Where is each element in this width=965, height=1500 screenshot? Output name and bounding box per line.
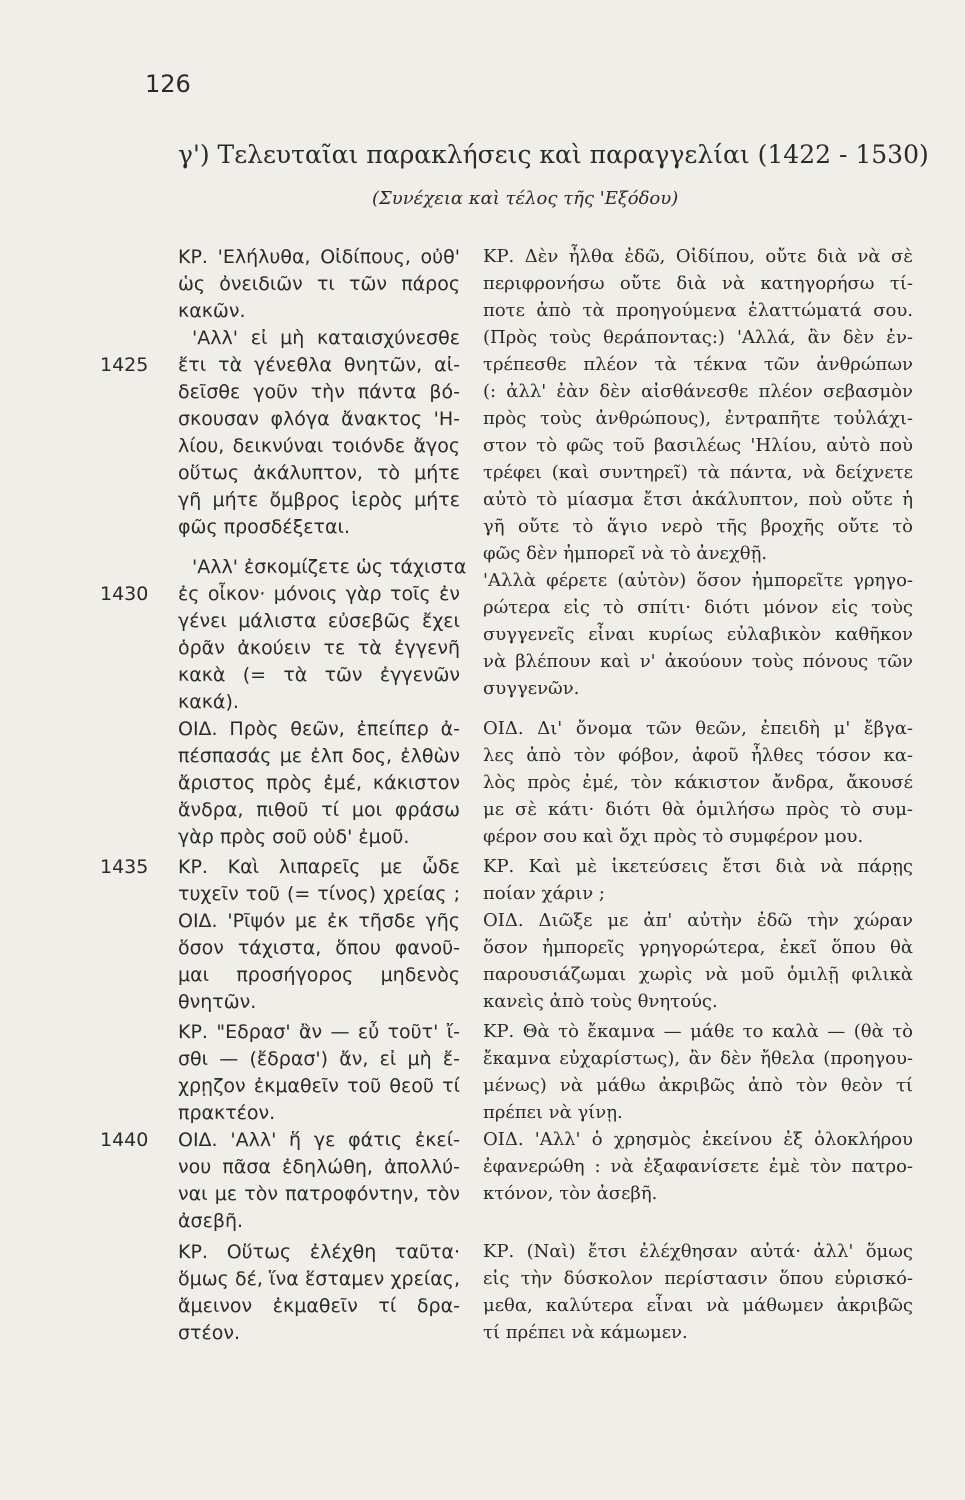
text-line: ρώτερα εἰς τὸ σπίτι· διότι μόνον εἰς τοὺς (483, 597, 913, 618)
line-number: 1430 (100, 583, 149, 605)
text-line: ναι με τὸν πατροφόντην, τὸν (178, 1183, 460, 1205)
text-line: πρέπει νὰ γίνῃ. (483, 1102, 623, 1123)
text-line: σθι — (ἔδρασ') ἄν, εἰ μὴ ἔ- (178, 1048, 460, 1070)
text-line: φέρον σου καὶ ὄχι πρὸς τὸ συμφέρον μου. (483, 826, 864, 847)
text-line: περιφρονήσω οὔτε διὰ νὰ κατηγορήσω τί- (483, 273, 913, 294)
text-line: ὅσον ἠμπορεῖς γρηγορώτερα, ἐκεῖ ὅπου θὰ (483, 937, 913, 958)
text-line: 'Αλλ' εἰ μὴ καταισχύνεσθε (192, 327, 460, 349)
text-line: ΚΡ. "Εδρασ' ἂν — εὖ τοῦτ' ἴ- (178, 1021, 460, 1043)
text-line: μεθα, καλύτερα εἶναι νὰ μάθωμεν ἀκριβῶς (483, 1295, 913, 1316)
text-line: ΟΙΔ. Δι' ὄνομα τῶν θεῶν, ἐπειδὴ μ' ἔβγα- (483, 718, 913, 739)
text-line: με σὲ κάτι· διότι θὰ ὁμιλήσω πρὸς τὸ συμ- (483, 799, 913, 820)
text-line: λες ἀπὸ τὸν φόβον, ἀφοῦ ἦλθες τόσον κα- (483, 745, 913, 766)
text-line: ΟΙΔ. 'Αλλ' ὁ χρησμὸς ἐκείνου ἐξ ὁλοκλήρου (483, 1129, 913, 1150)
text-line: τυχεῖν τοῦ (= τίνος) χρείας ; (178, 883, 460, 905)
text-line: ΚΡ. Δὲν ἦλθα ἐδῶ, Οἰδίπου, οὔτε διὰ νὰ σὲ (483, 246, 913, 267)
text-line: ΚΡ. Οὕτως ἐλέχθη ταῦτα· (178, 1241, 460, 1263)
text-line: ἀσεβῆ. (178, 1210, 244, 1232)
text-line: (Πρὸς τοὺς θεράποντας:) 'Αλλά, ἂν δὲν ἐν- (483, 327, 913, 348)
text-line: σκουσαν φλόγα ἄνακτος 'Η- (178, 408, 460, 430)
text-line: 'Αλλ' ἐσκομίζετε ὡς τάχιστα (192, 556, 467, 578)
text-line: ΚΡ. Καὶ μὲ ἱκετεύσεις ἔτσι διὰ νὰ πάρῃς (483, 856, 913, 877)
text-line: νὰ βλέπουν καὶ ν' ἀκούουν τοὺς πόνους τῶν (483, 651, 913, 672)
text-line: ἄριστος πρὸς ἐμέ, κάκιστον (178, 772, 460, 794)
text-line: λίου, δεικνύναι τοιόνδε ἄγος (178, 435, 460, 457)
text-line: ἔτι τὰ γένεθλα θνητῶν, αἰ- (178, 354, 460, 376)
line-number: 1435 (100, 856, 149, 878)
text-line: κτόνον, τὸν ἀσεβῆ. (483, 1183, 658, 1204)
text-line: ΚΡ. Καὶ λιπαρεῖς με ὧδε (178, 856, 460, 878)
text-line: δεῖσθε γοῦν τὴν πάντα βό- (178, 381, 460, 403)
text-line: τρέπεσθε πλέον τὰ τέκνα τῶν ἀνθρώπων (483, 354, 913, 375)
text-line: πέσπασάς με ἐλπ δος, ἐλθὼν (178, 745, 460, 767)
section-subheading: (Συνέχεια καὶ τέλος τῆς 'Εξόδου) (372, 188, 679, 209)
text-line: κακά). (178, 691, 239, 713)
text-line: ὅσον τάχιστα, ὅπου φανοῦ- (178, 937, 460, 959)
text-line: θνητῶν. (178, 991, 257, 1013)
text-line: συγγενῶν. (483, 678, 580, 699)
text-line: κανεὶς ἀπὸ τοὺς θνητούς. (483, 991, 718, 1012)
text-line: ποτε ἀπὸ τὰ προηγούμενα ἐλαττώματά σου. (483, 300, 913, 321)
text-line: ΟΙΔ. 'Ρῖψόν με ἐκ τῆσδε γῆς (178, 910, 460, 932)
text-line: κακὰ (= τὰ τῶν ἐγγενῶν (178, 664, 460, 686)
text-line: τρέφει (καὶ συντηρεῖ) τὰ πάντα, νὰ δείχνετε (483, 462, 913, 483)
text-line: ἐφανερώθη : νὰ ἐξαφανίσετε ἐμὲ τὸν πατρο- (483, 1156, 913, 1177)
text-line: οὕτως ἀκάλυπτον, τὸ μήτε (178, 462, 460, 484)
text-line: γῆ μήτε ὄμβρος ἱερὸς μήτε (178, 489, 460, 511)
text-line: ὅμως δέ, ἵνα ἕσταμεν χρείας, (178, 1268, 460, 1290)
text-line: ΚΡ. (Ναὶ) ἔτσι ἐλέχθησαν αὐτά· ἀλλ' ὅμως (483, 1241, 913, 1262)
text-line: στον τὸ φῶς τοῦ βασιλέως 'Ηλίου, αὐτὸ ποὺ (483, 435, 913, 456)
text-line: ΟΙΔ. 'Αλλ' ἥ γε φάτις ἐκεί- (178, 1129, 460, 1151)
text-line: μένως) νὰ μάθω ἀκριβῶς ἀπὸ τὸν θεὸν τί (483, 1075, 913, 1096)
text-line: στέον. (178, 1322, 241, 1344)
text-line: ἔκαμνα εὐχαρίστως), ἂν δὲν ἤθελα (προηγου- (483, 1048, 913, 1069)
text-line: μαι προσήγορος μηδενὸς (178, 964, 460, 986)
text-line: ΟΙΔ. Πρὸς θεῶν, ἐπείπερ ἀ- (178, 718, 460, 740)
text-line: φῶς προσδέξεται. (178, 516, 350, 538)
text-line: ὁρᾶν ἀκούειν τε τὰ ἐγγενῆ (178, 637, 460, 659)
text-line: γῆ οὔτε τὸ ἅγιο νερὸ τῆς βροχῆς οὔτε τὸ (483, 516, 913, 537)
text-line: γένει μάλιστα εὐσεβῶς ἔχει (178, 610, 460, 632)
text-line: ΟΙΔ. Διῶξε με ἀπ' αὐτὴν ἐδῶ τὴν χώραν (483, 910, 913, 931)
text-line: φῶς δὲν ἠμπορεῖ νὰ τὸ ἀνεχθῇ. (483, 543, 768, 564)
text-line: ΚΡ. 'Ελήλυθα, Οἰδίπους, οὐθ' (178, 246, 460, 268)
line-number: 1425 (100, 354, 149, 376)
text-line: ΚΡ. Θὰ τὸ ἔκαμνα — μάθε το καλὰ — (θὰ τὸ (483, 1021, 913, 1042)
text-line: λὸς πρὸς ἐμέ, τὸν κάκιστον ἄνδρα, ἄκουσέ (483, 772, 913, 793)
text-line: αὐτὸ τὸ μίασμα ἔτσι ἀκάλυπτον, ποὺ οὔτε ἡ (483, 489, 913, 510)
text-line: συγγενεῖς εἶναι κυρίως εὐλαβικὸν καθῆκον (483, 624, 913, 645)
text-line: ἄνδρα, πιθοῦ τί μοι φράσω (178, 799, 460, 821)
text-line: πρὸς τοὺς ἀνθρώπους), ἐντραπῆτε τοὐλάχι- (483, 408, 913, 429)
line-number: 1440 (100, 1129, 149, 1151)
text-line: ἐς οἶκον· μόνοις γὰρ τοῖς ἐν (178, 583, 460, 605)
text-line: γὰρ πρὸς σοῦ οὐδ' ἐμοῦ. (178, 826, 410, 848)
text-line: ὡς ὀνειδιῶν τι τῶν πάρος (178, 273, 460, 295)
text-line: νου πᾶσα ἐδηλώθη, ἀπολλύ- (178, 1156, 460, 1178)
text-line: ἄμεινον ἐκμαθεῖν τί δρα- (178, 1295, 460, 1317)
text-line: χρῃζον ἐκμαθεῖν τοῦ θεοῦ τί (178, 1075, 460, 1097)
text-line: (: ἀλλ' ἐὰν δὲν αἰσθάνεσθε πλέον σεβασμὸν (483, 381, 913, 402)
section-heading: γ') Τελευταῖαι παρακλήσεις καὶ παραγγελίαι (1422 - 1530) (178, 140, 929, 169)
text-line: ποίαν χάριν ; (483, 883, 605, 904)
page-number: 126 (145, 70, 191, 98)
text-line: παρουσιάζωμαι χωρὶς νὰ μοῦ ὁμιλῇ φιλικὰ (483, 964, 913, 985)
text-line: εἰς τὴν δύσκολον περίστασιν ὅπου εὑρισκό- (483, 1268, 913, 1289)
text-line: 'Αλλὰ φέρετε (αὐτὸν) ὅσον ἠμπορεῖτε γρηγο- (483, 570, 913, 591)
text-line: τί πρέπει νὰ κάμωμεν. (483, 1322, 688, 1343)
text-line: πρακτέον. (178, 1102, 276, 1124)
text-line: κακῶν. (178, 300, 246, 322)
